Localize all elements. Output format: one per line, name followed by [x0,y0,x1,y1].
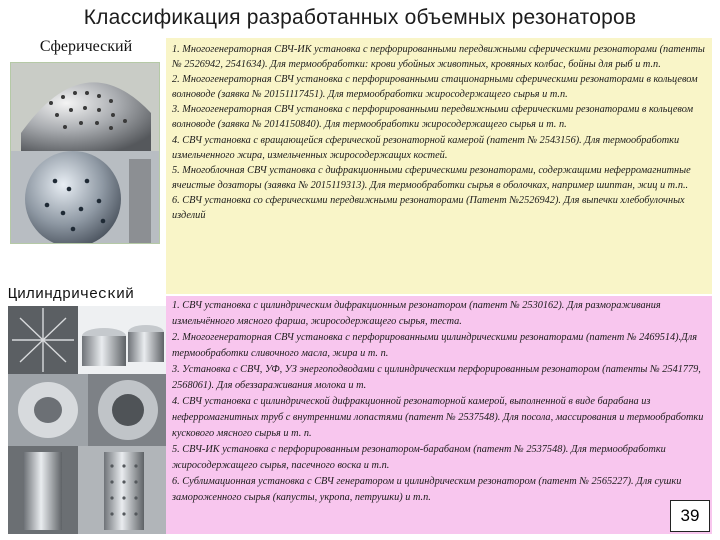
spherical-item-5: 5. Многоблочная СВЧ установка с дифракционными сферическими резонаторами, содержащими неферромагнитные ячеистые дозаторы (заявка № 2015119313). Для термообработки сырья в оболочках, например шиптан, жиц и т.п.. [172,164,691,191]
page-number: 39 [670,500,710,532]
spherical-description-panel [166,38,712,294]
cylindrical-label: Цилиндрический [8,286,135,303]
cylindrical-item-2: 2. Многогенераторная СВЧ установка с перфорированными цилиндрическими резонаторами (патент № 2469514).Для термообработки сливочного масла, жира и т. п. [172,332,698,359]
cylindrical-item-3: 3. Установка с СВЧ, УФ, УЗ энергоподводами с цилиндрическим перфорированным резонатором (патенты № 2541779, 2568061). Для обеззараживания молока и т. [172,364,701,391]
spherical-item-6: 6. СВЧ установка со сферическими передвижными резонаторами (Патент №2526942). Для выпечки хлебобулочных изделий [172,194,685,222]
cylindrical-item-1: 1. СВЧ установка с цилиндрическим дифракционным резонатором (патент № 2530162). Для размораживания измельчённого мясного фарша, жиросодержащего сырья, теста. [172,300,661,327]
spherical-item-3: 3. Многогенераторная СВЧ установка с перфорированными передвижными сферическими резонаторами в кольцевом волноводе (заявка № 2014150840). Для термообработки жиросодержащего сырья и т. п. [172,104,694,131]
cylindrical-item-5: 5. СВЧ-ИК установка с перфорированным резонатором-барабаном (патент № 2537548). Для термообработки жиросодержащего сырья, пасечного воска и т.п. [172,444,666,471]
spherical-item-2: 2. Многогенераторная СВЧ установка с перфорированными стационарными сферическими резонаторами в кольцевом волноводе (заявка № 20151117451). Для термообработки жиросодержащего сырья и т.п. [172,74,698,101]
cylindrical-resonator-photos [8,306,168,534]
slide-title: Классификация разработанных объемных резонаторов [83,6,637,29]
cylindrical-description-panel [166,296,712,534]
cylindrical-photos-graphic [8,306,168,534]
spherical-photos-graphic [11,63,159,243]
cylindrical-item-4: 4. СВЧ установка с цилиндрической дифракционной резонаторной камерой, выполненной в виде барабана из неферромагнитных труб с внутренними лопастями (патент № 2537548). Для посола, массирования и термообработки кускового мясного сырья и т. п. [172,396,704,439]
spherical-item-4: 4. СВЧ установка с вращающейся сферической резонаторной камерой (патент № 2543156). Для термообработки измельченного жира, измельченных жиросодержащих костей. [172,134,680,161]
spherical-label: Сферический [39,38,133,55]
cylindrical-item-6: 6. Сублимационная установка с СВЧ генератором и цилиндрическим резонатором (патент № 2565227). Для сушки замороженного сырья (капусты, укропа, петрушки) и т.п. [172,476,682,503]
spherical-resonator-photos [10,62,160,244]
spherical-item-1: 1. Многогенераторная СВЧ-ИК установка с перфорированными передвижными сферическими резонаторами (патенты № 2526942, 2541634). Для термообработки: крови убойных животных, кровяных колбас, бойны для рыб и т.п. [172,44,705,71]
